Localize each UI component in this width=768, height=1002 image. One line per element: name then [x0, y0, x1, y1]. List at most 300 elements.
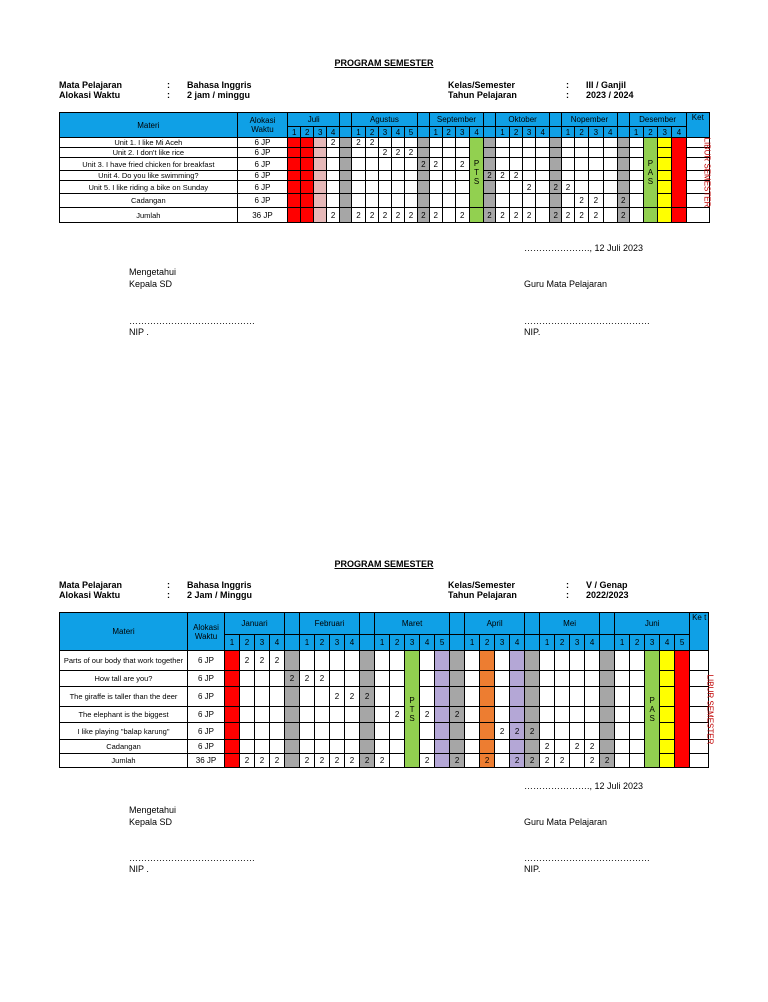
- header-week-separator: [525, 635, 540, 651]
- cell-week: [603, 158, 617, 171]
- header-week-number: 3: [658, 127, 672, 138]
- cell-separator: [418, 148, 430, 158]
- cell-week: [327, 148, 340, 158]
- cell-week: [240, 740, 255, 754]
- cell-week: 2: [510, 754, 525, 768]
- doc2-alokasi-value: 2 Jam / Minggu: [187, 590, 253, 600]
- doc2-mapel-value: Bahasa Inggris: [187, 580, 252, 590]
- cell-week: 2: [562, 208, 575, 223]
- cell-week: [435, 687, 450, 707]
- cell-week: [392, 194, 405, 208]
- header-week-number: 1: [629, 127, 643, 138]
- cell-week: [442, 138, 455, 148]
- cell-week: [510, 651, 525, 671]
- cell-week: [240, 671, 255, 687]
- cell-separator: [360, 651, 375, 671]
- cell-week: [327, 171, 340, 181]
- cell-week: [225, 707, 240, 723]
- libur-semester-block: [675, 651, 715, 768]
- cell-week: [375, 723, 390, 740]
- cell-week: [570, 671, 585, 687]
- cell-week: [330, 707, 345, 723]
- cell-separator: [617, 181, 629, 194]
- cell-separator: [550, 148, 562, 158]
- cell-separator: 2: [360, 687, 375, 707]
- doc2-mapel-colon: :: [167, 580, 170, 590]
- cell-week: [429, 181, 442, 194]
- doc2-info-left-colons: [167, 580, 170, 600]
- doc2-guru-mapel: Guru Mata Pelajaran: [524, 817, 608, 827]
- header-week-number: 2: [510, 127, 523, 138]
- cell-week: [351, 148, 365, 158]
- cell-week: [630, 671, 645, 687]
- cell-week: [330, 651, 345, 671]
- doc2-alokasi-colon: :: [167, 590, 170, 600]
- cell-week: [540, 707, 555, 723]
- table-row: [60, 723, 709, 740]
- cell-week: [585, 671, 600, 687]
- doc1-mengetahui: Mengetahui: [129, 267, 177, 277]
- cell-week: [379, 158, 392, 171]
- cell-separator: 2: [617, 208, 629, 223]
- cell-week: [536, 208, 550, 223]
- header-week-separator: [600, 635, 615, 651]
- header-week-number: 3: [314, 127, 327, 138]
- cell-week: [658, 181, 672, 194]
- cell-week: [536, 158, 550, 171]
- cell-week: [658, 148, 672, 158]
- cell-week: [225, 671, 240, 687]
- header-week-number: 3: [330, 635, 345, 651]
- header-week-number: 3: [570, 635, 585, 651]
- header-week-number: 1: [615, 635, 630, 651]
- doc1-date-line: …………………., 12 Juli 2023: [524, 243, 644, 253]
- cell-week: 2: [570, 740, 585, 754]
- cell-alokasi: 6 JP: [188, 707, 225, 723]
- header-week-number: 4: [420, 635, 435, 651]
- header-week-number: 3: [405, 635, 420, 651]
- cell-ket: [690, 754, 709, 768]
- cell-materi: Unit 1. I like Mi Aceh: [60, 138, 238, 148]
- cell-week: [523, 194, 536, 208]
- cell-separator: 2: [418, 208, 430, 223]
- cell-week: [375, 651, 390, 671]
- cell-week: [465, 723, 480, 740]
- cell-week: [536, 138, 550, 148]
- cell-week: [315, 740, 330, 754]
- cell-separator: [285, 740, 300, 754]
- header-month-separator: [550, 113, 562, 127]
- cell-week: [660, 687, 675, 707]
- cell-week: [510, 148, 523, 158]
- header-week-number: 4: [270, 635, 285, 651]
- header-week-number: 2: [643, 127, 657, 138]
- pts-label: P T S: [409, 695, 415, 723]
- cell-week: [390, 651, 405, 671]
- header-week-number: 3: [455, 127, 469, 138]
- cell-week: [562, 138, 575, 148]
- table-row: [60, 754, 709, 768]
- cell-week: [555, 651, 570, 671]
- header-week-number: 1: [429, 127, 442, 138]
- cell-week: [442, 158, 455, 171]
- cell-week: 2: [315, 671, 330, 687]
- doc1-mapel-colon: :: [167, 80, 170, 90]
- header-alokasi-waktu: Alokasi Waktu: [188, 613, 225, 651]
- cell-week: [315, 687, 330, 707]
- table-row: [60, 707, 709, 723]
- cell-week: [330, 671, 345, 687]
- cell-separator: 2: [525, 754, 540, 768]
- cell-week: 2: [379, 148, 392, 158]
- cell-week: [570, 723, 585, 740]
- cell-separator: [525, 740, 540, 754]
- cell-week: [442, 181, 455, 194]
- cell-week: 2: [255, 754, 270, 768]
- cell-week: [404, 138, 417, 148]
- cell-week: [536, 148, 550, 158]
- cell-week: [255, 723, 270, 740]
- table-row: [60, 158, 710, 171]
- cell-week: [429, 171, 442, 181]
- cell-week: [540, 671, 555, 687]
- cell-alokasi: 6 JP: [237, 181, 288, 194]
- header-week-number: 4: [585, 635, 600, 651]
- cell-week: [480, 651, 495, 671]
- cell-week: [379, 171, 392, 181]
- cell-week: 2: [379, 208, 392, 223]
- cell-week: [615, 707, 630, 723]
- cell-week: [465, 687, 480, 707]
- cell-alokasi: 6 JP: [188, 671, 225, 687]
- cell-week: [495, 181, 509, 194]
- cell-week: [420, 687, 435, 707]
- cell-week: [495, 687, 510, 707]
- cell-separator: [360, 740, 375, 754]
- cell-week: [255, 707, 270, 723]
- cell-week: [575, 138, 589, 148]
- cell-alokasi: 6 JP: [237, 148, 288, 158]
- cell-separator: [484, 138, 496, 148]
- cell-week: [314, 208, 327, 223]
- cell-week: [555, 671, 570, 687]
- doc2-signature-dots-left: ……………………………………: [129, 853, 255, 863]
- cell-week: [435, 651, 450, 671]
- header-month-separator: [340, 113, 352, 127]
- cell-week: [570, 754, 585, 768]
- cell-week: [629, 181, 643, 194]
- cell-week: [480, 740, 495, 754]
- header-week-number: 4: [469, 127, 483, 138]
- header-month-mei: Mei: [540, 613, 600, 635]
- cell-week: 2: [240, 754, 255, 768]
- cell-week: [630, 651, 645, 671]
- doc1-alokasi-value: 2 jam / minggu: [187, 90, 251, 100]
- cell-week: [660, 707, 675, 723]
- cell-separator: [617, 148, 629, 158]
- cell-week: [630, 723, 645, 740]
- table-row: [60, 651, 709, 671]
- header-week-number: 4: [510, 635, 525, 651]
- cell-week: [327, 158, 340, 171]
- header-week-number: 2: [301, 127, 314, 138]
- cell-week: [270, 707, 285, 723]
- cell-materi: How tall are you?: [60, 671, 188, 687]
- doc1-mapel-label: Mata Pelajaran: [59, 80, 123, 90]
- cell-week: 2: [555, 754, 570, 768]
- cell-week: 2: [585, 740, 600, 754]
- cell-week: [435, 671, 450, 687]
- cell-alokasi: 36 JP: [237, 208, 288, 223]
- header-week-separator: [484, 127, 496, 138]
- cell-separator: [550, 194, 562, 208]
- cell-week: [404, 181, 417, 194]
- cell-week: [392, 158, 405, 171]
- cell-week: [630, 740, 645, 754]
- cell-week: [366, 171, 379, 181]
- cell-week: [469, 208, 483, 223]
- header-week-number: 2: [442, 127, 455, 138]
- cell-week: [455, 138, 469, 148]
- cell-separator: [600, 707, 615, 723]
- cell-week: [585, 651, 600, 671]
- header-week-number: 5: [404, 127, 417, 138]
- cell-materi: Cadangan: [60, 194, 238, 208]
- pas-label: P A S: [649, 695, 655, 723]
- cell-week: [375, 671, 390, 687]
- libur-semester-block: [672, 137, 712, 208]
- cell-week: [629, 194, 643, 208]
- cell-week: [495, 158, 509, 171]
- cell-week: [429, 138, 442, 148]
- cell-week: [300, 707, 315, 723]
- cell-week: [510, 181, 523, 194]
- cell-materi: The giraffe is taller than the deer: [60, 687, 188, 707]
- cell-separator: 2: [484, 171, 496, 181]
- cell-week: [672, 208, 686, 223]
- header-week-number: 5: [435, 635, 450, 651]
- cell-week: 2: [315, 754, 330, 768]
- cell-week: 2: [392, 208, 405, 223]
- cell-separator: [550, 171, 562, 181]
- header-week-number: 2: [630, 635, 645, 651]
- cell-week: [351, 181, 365, 194]
- header-week-number: 2: [315, 635, 330, 651]
- cell-week: [455, 148, 469, 158]
- doc1-kelas-value: III / Ganjil: [586, 80, 627, 90]
- cell-separator: 2: [418, 158, 430, 171]
- cell-week: [379, 181, 392, 194]
- cell-week: 2: [366, 208, 379, 223]
- header-month-maret: Maret: [375, 613, 450, 635]
- cell-week: [345, 671, 360, 687]
- doc2-kelas-colon: :: [566, 580, 569, 590]
- cell-week: 2: [575, 194, 589, 208]
- cell-materi: Unit 2. I don't like rice: [60, 148, 238, 158]
- cell-alokasi: 6 JP: [237, 138, 288, 148]
- cell-separator: [484, 181, 496, 194]
- cell-week: 2: [562, 181, 575, 194]
- cell-week: [570, 651, 585, 671]
- header-week-number: 3: [255, 635, 270, 651]
- cell-week: [562, 148, 575, 158]
- cell-materi: Cadangan: [60, 740, 188, 754]
- doc2-kelas-value: V / Genap: [586, 580, 628, 590]
- table-row: [60, 171, 710, 181]
- table-row: [60, 687, 709, 707]
- doc2-kepala-sd: Kepala SD: [129, 817, 173, 827]
- header-ket: Ke t: [690, 613, 709, 651]
- cell-week: 2: [345, 754, 360, 768]
- cell-week: [540, 723, 555, 740]
- cell-week: [255, 671, 270, 687]
- cell-week: [555, 687, 570, 707]
- cell-week: [288, 208, 301, 223]
- cell-week: [314, 158, 327, 171]
- cell-week: [301, 181, 314, 194]
- cell-week: [420, 740, 435, 754]
- cell-week: [300, 723, 315, 740]
- cell-week: [420, 651, 435, 671]
- cell-week: [536, 181, 550, 194]
- cell-separator: [360, 723, 375, 740]
- header-week-number: 2: [366, 127, 379, 138]
- cell-separator: [418, 171, 430, 181]
- header-week-separator: [285, 635, 300, 651]
- cell-week: [455, 181, 469, 194]
- cell-materi: I like playing "balap karung": [60, 723, 188, 740]
- header-month-separator: [617, 113, 629, 127]
- cell-week: 2: [510, 723, 525, 740]
- cell-week: [315, 651, 330, 671]
- cell-week: 2: [404, 148, 417, 158]
- doc2-title: PROGRAM SEMESTER: [334, 559, 434, 569]
- cell-week: [630, 754, 645, 768]
- table-row: [60, 138, 710, 148]
- doc2-info-left-values: [187, 580, 252, 600]
- cell-week: [240, 723, 255, 740]
- cell-week: [301, 158, 314, 171]
- cell-week: [270, 671, 285, 687]
- doc1-kelas-colon: :: [566, 80, 569, 90]
- pas-block: [645, 651, 660, 768]
- cell-week: [314, 171, 327, 181]
- table-row: [60, 181, 710, 194]
- cell-week: [240, 707, 255, 723]
- cell-materi: Jumlah: [60, 754, 188, 768]
- cell-week: [495, 138, 509, 148]
- cell-separator: [340, 181, 352, 194]
- cell-week: [270, 687, 285, 707]
- cell-week: [351, 194, 365, 208]
- cell-week: [225, 651, 240, 671]
- header-week-separator: [360, 635, 375, 651]
- cell-week: [270, 740, 285, 754]
- cell-week: [225, 740, 240, 754]
- cell-week: [404, 158, 417, 171]
- cell-ket: [686, 208, 709, 223]
- cell-week: [300, 687, 315, 707]
- cell-week: [442, 171, 455, 181]
- cell-week: [495, 148, 509, 158]
- header-month-desember: Desember: [629, 113, 686, 127]
- cell-separator: [285, 651, 300, 671]
- cell-separator: [340, 148, 352, 158]
- cell-separator: [600, 740, 615, 754]
- cell-week: [288, 171, 301, 181]
- header-month-separator: [285, 613, 300, 635]
- cell-week: 2: [585, 754, 600, 768]
- cell-week: [589, 148, 603, 158]
- doc1-tahun-colon: :: [566, 90, 569, 100]
- cell-separator: [525, 651, 540, 671]
- doc2-info-right-values: [586, 580, 629, 600]
- cell-week: [225, 687, 240, 707]
- doc1-kelas-label: Kelas/Semester: [448, 80, 516, 90]
- cell-week: [465, 651, 480, 671]
- cell-week: [435, 740, 450, 754]
- cell-week: [379, 138, 392, 148]
- cell-week: [480, 707, 495, 723]
- cell-week: 2: [240, 651, 255, 671]
- cell-week: [658, 158, 672, 171]
- libur-label: LIBUR SEMESTER: [705, 674, 715, 744]
- libur-label: LIBUR SEMESTER: [702, 137, 712, 208]
- cell-week: [480, 687, 495, 707]
- cell-week: [375, 707, 390, 723]
- doc2-nip-right: NIP.: [524, 864, 541, 874]
- cell-week: [629, 138, 643, 148]
- header-week-number: 1: [225, 635, 240, 651]
- cell-separator: [617, 138, 629, 148]
- cell-week: [442, 208, 455, 223]
- cell-week: 2: [429, 158, 442, 171]
- cell-week: [575, 181, 589, 194]
- cell-week: 2: [255, 651, 270, 671]
- cell-week: 2: [390, 707, 405, 723]
- cell-week: [390, 740, 405, 754]
- cell-week: [643, 208, 657, 223]
- cell-week: [351, 158, 365, 171]
- cell-week: [392, 181, 405, 194]
- cell-week: [301, 148, 314, 158]
- cell-week: 2: [510, 208, 523, 223]
- cell-week: [345, 740, 360, 754]
- cell-separator: [600, 651, 615, 671]
- cell-week: [442, 148, 455, 158]
- cell-week: [575, 158, 589, 171]
- header-month-september: September: [429, 113, 483, 127]
- cell-week: [510, 671, 525, 687]
- header-week-number: 1: [540, 635, 555, 651]
- cell-week: [523, 138, 536, 148]
- cell-week: 2: [420, 754, 435, 768]
- table-row: [60, 194, 710, 208]
- cell-separator: 2: [285, 671, 300, 687]
- cell-week: [629, 158, 643, 171]
- header-month-januari: Januari: [225, 613, 285, 635]
- cell-week: [351, 171, 365, 181]
- cell-separator: [340, 208, 352, 223]
- cell-separator: [550, 158, 562, 171]
- cell-week: [480, 723, 495, 740]
- cell-week: [523, 158, 536, 171]
- cell-week: [255, 687, 270, 707]
- doc1-tahun-label: Tahun Pelajaran: [448, 90, 517, 100]
- cell-separator: [525, 671, 540, 687]
- cell-separator: [418, 181, 430, 194]
- cell-week: [615, 754, 630, 768]
